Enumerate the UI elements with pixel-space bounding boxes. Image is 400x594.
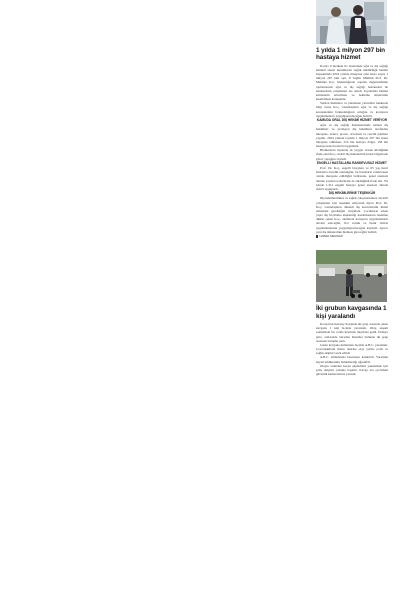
article1-paragraph: Ağız ve diş sağlığı hastanelerinde uzman diş hekimleri ve pratisyen diş hekimleri tarafından muayene, tedavi, protez, ortodonti ve cerrahi işlemler yapıldı. 2024 yılında toplam 1 milyon 297 bin hasta muayene edilirken, 210 bin hastaya dolgu, 158 bin hastaya kanal tedavisi uygulandı.: [316, 123, 388, 149]
article1-paragraph: Prof. Dr. Koç, engelli bireylere ve 65 yaş üzeri hastalara öncelik tanındığını, bu hastaların randevusuz olarak muayene edildiğini belirterek, genel anestezi altında yapılan tedavilerin de sürdüğünü ifade etti. Yıl içinde 1.312 engelli hastaya genel anestezi altında tedavi uygulandı.: [316, 166, 388, 191]
news-column: [316, 0, 388, 376]
article1-headline: 1 yılda 1 milyon 297 bin hastaya hizmet: [316, 47, 385, 62]
article2-paragraph: Çıkan kavgada kullanılan bıçakla A.B.C. yaralandı. Çevredekilerin ihbarı üzerine olay yerine polis ve sağlık ekipleri sevk edildi.: [316, 342, 388, 356]
article2-photo-image: [316, 250, 387, 302]
article2-paragraph: Konya'nın Karatay ilçesinde iki grup arasında çıkan kavgada 1 kişi bıçakla yaralandı. Olay, akşam saatlerinde bir cadde üzerinde meydana geldi. İddiaya göre, aralarında önceden husumet bulunan iki grup arasında tartışma çıktı.: [316, 322, 388, 343]
article1-paragraph: Verilen hizmetler ve planlanan yatırımlar hakkında bilgi veren Koç, vatandaşların ağız ve diş sağlığı konusundaki farkındalığının arttığını ve koruyucu uygulamaların yaygınlaştırılacağını belirtti.: [316, 101, 388, 118]
credit-square-icon: [316, 235, 318, 237]
article1-photo: [316, 0, 387, 44]
article1-paragraph: Konya il merkezi ile ilçelerinde ağız ve diş sağlığı hizmeti sunan kurumlarda sağlık müdürlüğü hizmet kapsamında 2024 yılında muayene olan hasta sayısı 1 milyon 297 bini aştı. İl Sağlık Müdürü Prof. Dr. Mehmet Koç başkanlığında yapılan değerlendirme toplantısında ağız ve diş sağlığı hastaneleri ile merkezlerin çalışmaları ele alındı. Toplantıda hizmet kalitesinin artırılması ve bekleme sürelerinin kısaltılması konuşuldu.: [316, 63, 388, 102]
article1-paragraph: Diş hekimlerimize ve sağlık çalışanlarımıza özverili çalışmaları için teşekkür ediyorum diyen Prof. Dr. Koç, vatandaşların düzenli diş kontrollerini ihmal etmemesi gerektiğini vurguladı. Çocukların erken yaşta diş fırçalama alışkanlığı kazanmasının önemine dikkat çeken Koç, okullarda koruyucu uygulamaların devam edeceğini, flor vernik ve fissür örtücü uygulamalarının yaygınlaştırılacağını kaydetti. Ayrıca yeni diş ünitelerinin hizmete gireceğini belirtti.: [316, 196, 388, 234]
article1-paragraph: Hizmetlerin ilçelerde de yaygın olarak sürdüğünü ifade eden Koç, mobil diş ünitelerinin kırsal bölgelerde görev yaptığını söyledi.: [316, 148, 388, 161]
article2-paragraph: Olayın ardından kaçan şüphelileri yakalamak için polis ekipleri çalışma başlattı. Kavga anı çevredeki güvenlik kameralarına yansıdı.: [316, 363, 388, 376]
article1-body: [316, 64, 388, 234]
article1-subhead: ENGELLİ HASTALARA RANDEVUSUZ HİZMET: [317, 160, 387, 165]
article1-credit-text: HABER MERKEZİ: [319, 233, 344, 238]
article1-subhead: DİŞ HEKİMLERİNE TEŞEKKÜR: [328, 191, 376, 195]
article2-headline: İki grubun kavgasında 1 kişi yaralandı: [316, 305, 387, 320]
article2-body: [316, 322, 388, 376]
article1-subhead: KAMUDA ORAL DİŞ HEKİMİ HİZMET VERİYOR: [316, 117, 388, 122]
article2-paragraph: A.B.C. ambulansla hastaneye kaldırıldı. Yaralının hayati tehlikesinin bulunmadığı öğrenildi.: [316, 355, 388, 364]
article1-photo-image: [316, 0, 387, 44]
article2-photo: [316, 250, 387, 302]
